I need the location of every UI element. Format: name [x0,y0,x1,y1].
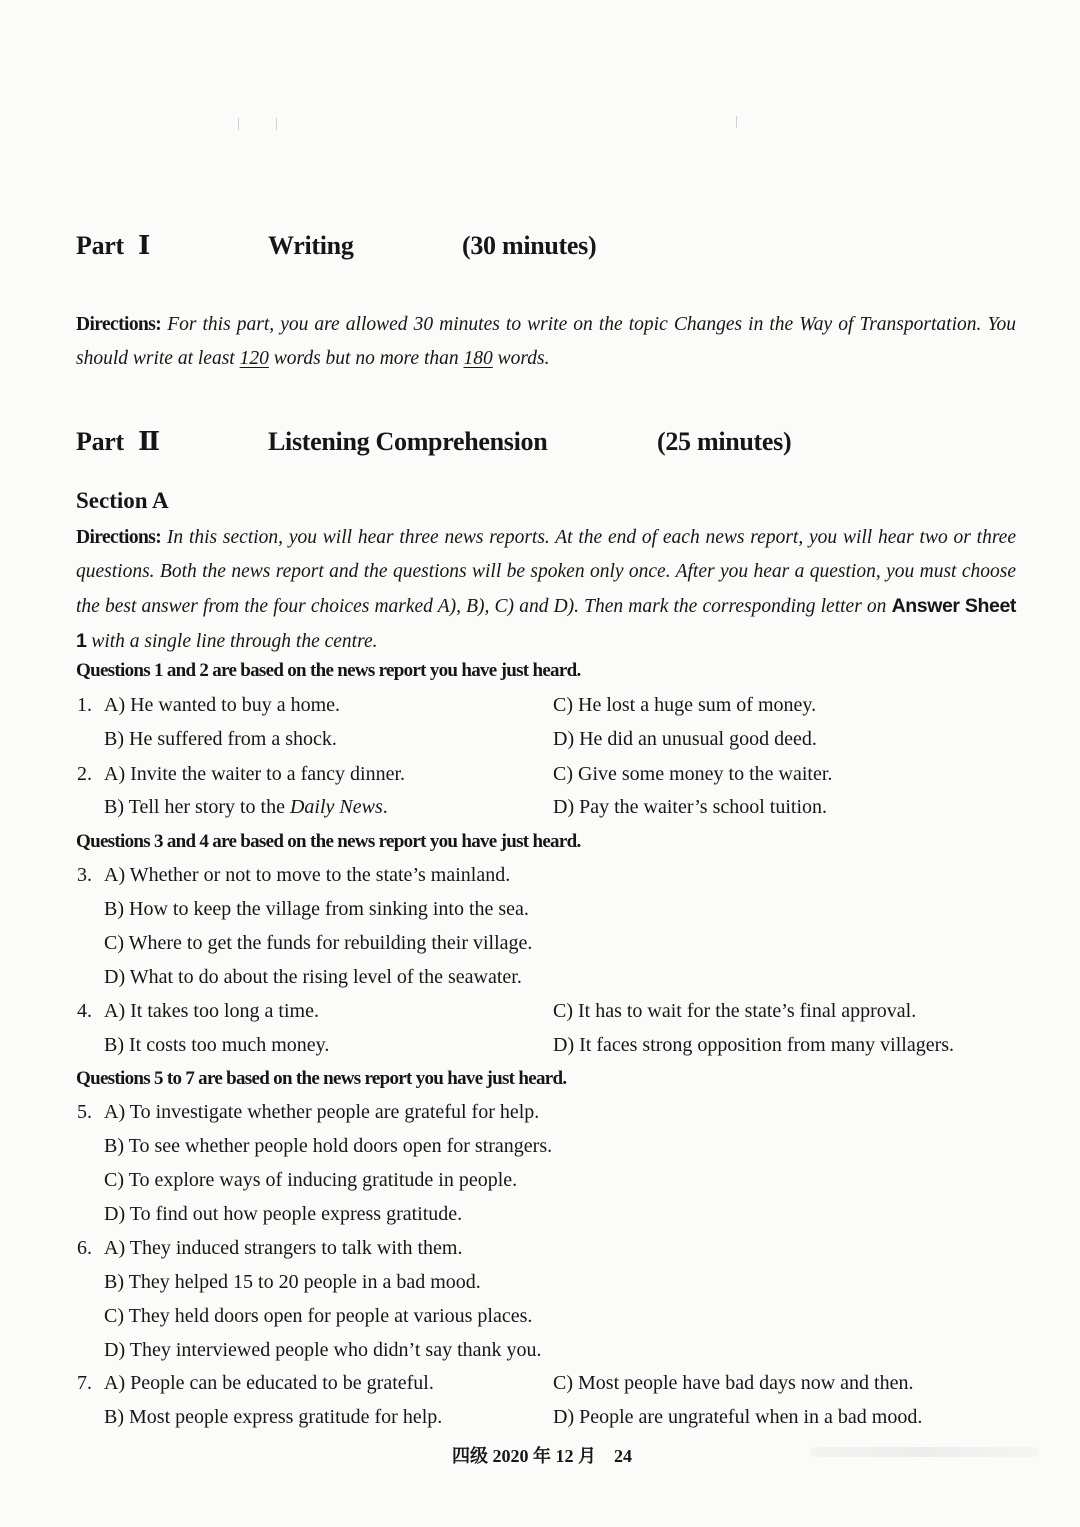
section-a-directions: Directions: In this section, you will hear three news reports. At the end of each news report, you will hear two or three questions. Both the news report and the questions will be spoken only once. After you hear a question, you must choose the best answer from the four choices marked A), B), C) and D). Then mark the corresponding letter on Answer Sheet 1 with a single line through the centre. [76,527,1016,652]
question-5-row-2 [0,1135,1080,1165]
option-c: C) They held doors open for people at various places. [104,1305,533,1327]
writing-topic: Changes in the Way of Transportation [673,314,977,335]
questions-intro: Questions 3 and 4 are based on the news report you have just heard. [76,831,581,852]
question-1-row-1 [0,694,1080,724]
part1-label: Part Ⅰ [76,231,150,260]
question-5-row-1 [0,1101,1080,1131]
option-c: C) To explore ways of inducing gratitude in people. [104,1169,518,1191]
option-d: D) They interviewed people who didn’t say thank you. [104,1339,542,1361]
option-a: A) Whether or not to move to the state’s mainland. [104,864,511,886]
option-c: C) It has to wait for the state’s final approval. [553,1000,917,1022]
question-5-row-4 [0,1203,1080,1233]
option-a: A) People can be educated to be grateful. [104,1372,434,1394]
questions-intro: Questions 1 and 2 are based on the news report you have just heard. [76,660,581,681]
question-number: 1. [77,694,92,716]
page-footer: 四级 2020 年 12 月 24 [452,1446,632,1466]
scan-mark [276,118,277,130]
option-d: D) What to do about the rising level of the seawater. [104,966,522,988]
option-d: D) Pay the waiter’s school tuition. [553,796,828,818]
option-c: C) He lost a huge sum of money. [553,694,817,716]
option-c: C) Most people have bad days now and then. [553,1372,914,1394]
newspaper-title: Daily News [289,796,383,818]
question-number: 3. [77,864,92,886]
option-a: A) It takes too long a time. [104,1000,319,1022]
part1-time: (30 minutes) [462,231,597,260]
question-2-row-1 [0,763,1080,793]
questions-intro: Questions 5 to 7 are based on the news report you have just heard. [76,1068,567,1089]
min-words: 120 [239,348,269,369]
question-number: 2. [77,763,92,785]
option-d: D) It faces strong opposition from many villagers. [553,1034,955,1056]
part1-numeral: Ⅰ [138,231,150,260]
question-number: 6. [77,1237,92,1259]
scan-smudge [810,1447,1040,1457]
option-d: D) He did an unusual good deed. [553,728,817,750]
question-number: 4. [77,1000,92,1022]
question-3-row-4 [0,966,1080,996]
question-2-row-2 [0,796,1080,826]
option-b: B) To see whether people hold doors open for strangers. [104,1135,553,1157]
option-a: A) Invite the waiter to a fancy dinner. [104,763,405,785]
option-a: A) He wanted to buy a home. [104,694,341,716]
question-7-row-1 [0,1372,1080,1402]
option-c: C) Give some money to the waiter. [553,763,833,785]
question-4-row-2 [0,1034,1080,1064]
max-words: 180 [463,348,493,369]
option-c: C) Where to get the funds for rebuilding their village. [104,932,533,954]
option-b: B) He suffered from a shock. [104,728,337,750]
question-5-row-3 [0,1169,1080,1199]
answer-sheet-label: Answer Sheet 1 [76,595,1016,652]
question-6-row-2 [0,1271,1080,1301]
question-3-row-2 [0,898,1080,928]
question-6-row-1 [0,1237,1080,1267]
option-d: D) To find out how people express gratitude. [104,1203,463,1225]
question-1-row-2 [0,728,1080,758]
option-b: B) They helped 15 to 20 people in a bad mood. [104,1271,481,1293]
option-b: B) How to keep the village from sinking into the sea. [104,898,529,920]
question-7-row-2 [0,1406,1080,1436]
option-a: A) They induced strangers to talk with them. [104,1237,463,1259]
scan-mark [238,118,239,130]
option-b: B) Tell her story to the Daily News. [104,796,388,818]
option-d: D) People are ungrateful when in a bad mood. [553,1406,923,1428]
question-3-row-3 [0,932,1080,962]
option-a: A) To investigate whether people are grateful for help. [104,1101,540,1123]
question-number: 5. [77,1101,92,1123]
option-b: B) It costs too much money. [104,1034,330,1056]
question-6-row-4 [0,1339,1080,1369]
section-a-title: Section A [76,488,169,513]
part1-directions: Directions: For this part, you are allowed 30 minutes to write on the topic Changes in the Way of Transportation. You should write at least 120 words but no more than 180 words. [76,314,1017,369]
part2-time: (25 minutes) [657,427,792,456]
option-b: B) Most people express gratitude for help. [104,1406,443,1428]
part1-title: Writing [268,231,354,260]
part2-label: Part Ⅱ [76,427,160,456]
question-3-row-1 [0,864,1080,894]
question-number: 7. [77,1372,92,1394]
part2-numeral: Ⅱ [138,427,160,456]
question-4-row-1 [0,1000,1080,1030]
part2-title: Listening Comprehension [268,427,548,456]
question-6-row-3 [0,1305,1080,1335]
scan-mark [736,116,737,128]
